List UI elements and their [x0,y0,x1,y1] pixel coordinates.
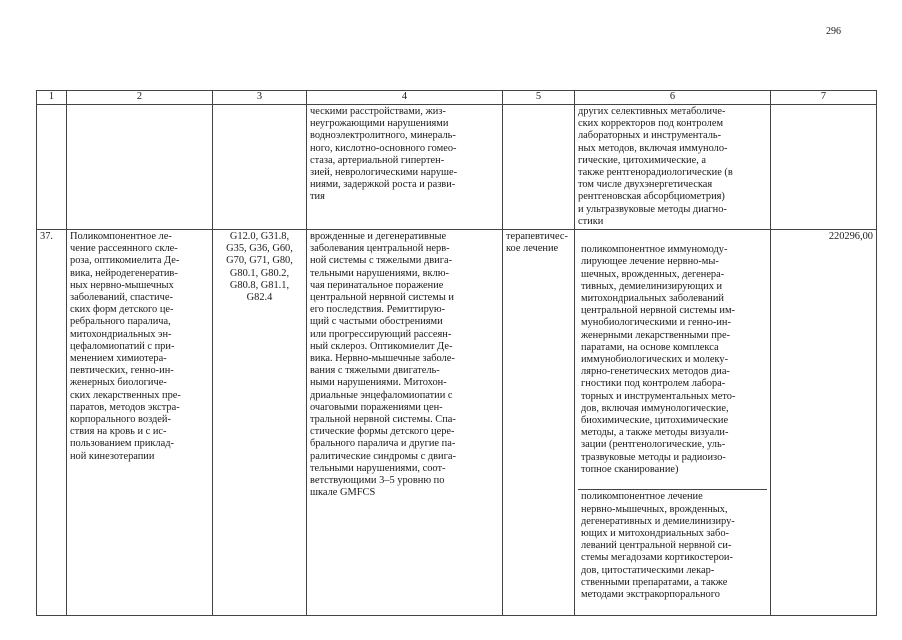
column-number: 4 [307,91,503,105]
column-number: 7 [771,91,877,105]
cell-empty [771,105,877,230]
cell-empty [67,105,213,230]
column-number: 2 [67,91,213,105]
cost-value: 220296,00 [771,230,877,616]
column-numbers-row [37,91,877,105]
procedures-table [36,90,877,616]
cell-method-continued: других селективных метаболиче- ских корректоров под контролем лабораторных и инструменталь- ных методов, включая иммуноло- гические, цитохимические, а также рентгенорадиологические (в том числе двухэнергетическая рентгеновская абсорбциометрия) и ультразвуковые методы диагно- стики [575,105,771,230]
cell-empty [213,105,307,230]
method-immunomodulating: поликомпонентное иммуномоду- лирующее лечение нервно-мы- шечных, врожденных, дегенера- тивных, демиелинизирующих и митохондриальных заболеваний центральной нервной системы им- мунобиологическими и генно-ин- женерными лекарственными пре- паратами, на основе комплекса иммунобиологических и молеку- лярно-генетических методов диа- гностики под контролем лабора- торных и инструментальных мето- дов, включая иммунологические, биохимические, цитохимические методы, а также методы визуали- зации (рентгенологические, уль- тразвуковые методы и радиоизо- топное сканирование) [581,244,736,475]
column-number: 1 [37,91,67,105]
row-number: 37. [37,230,67,616]
treatment-methods [575,230,771,616]
page-number: 296 [826,26,841,37]
column-number: 6 [575,91,771,105]
table-row [37,230,877,616]
patient-model: врожденные и дегенеративные заболевания центральной нерв- ной системы с тяжелыми двига- тельными нарушениями, вклю- чая перинатальное поражение центральной нервной системы и его последствия. Ремиттирую- щий с частыми обострениями или прогрессирующий рассеян- ный склероз. Оптикомиелит Де- вика. Нервно-мышечные заболе- вания с тяжелыми двигатель- ными нарушениями. Митохон- дриальные энцефаломиопатии с очаговыми поражениями цен- тральной нервной системы. Спа- стические формы детского цере- брального паралича и другие па- ралитические синдромы с двига- тельными нарушениями, соот- ветствующими 3–5 уровню по шкале GMFCS [307,230,503,616]
care-profile-name: Поликомпонентное ле- чение рассеянного скле- роза, оптикомиелита Де- вика, нейродегенератив- ных нервно-мышечных заболеваний, спастиче- ских форм детского це- ребрального паралича, митохондриальных эн- цефаломиопатий с при- менением химиотера- певтических, генно-ин- женерных биологиче- ских лекарственных пре- паратов, методов экстра- корпорального воздей- ствия на кровь и с ис- пользованием приклад- ной кинезотерапии [67,230,213,616]
treatment-type: терапевтичес- кое лечение [503,230,575,616]
cell-empty [503,105,575,230]
column-number: 5 [503,91,575,105]
method-megadose: поликомпонентное лечение нервно-мышечных, врожденных, дегенеративных и демиелинизиру- ющих и митохондриальных забо- леваний центральной нервной си- стемы мегадозами кортикостерои- дов, цитостатическими лекар- ственными препаратами, а также методами экстракорпорального [578,489,767,602]
cell-model-continued: ческими расстройствами, жиз- неугрожающими нарушениями водноэлектролитного, минераль- ного, кислотно-основного гомео- стаза, артериальной гипертен- зией, неврологическими наруше- ниями, задержкой роста и разви- тия [307,105,503,230]
icd-codes: G12.0, G31.8, G35, G36, G60, G70, G71, G80, G80.1, G80.2, G80.8, G81.1, G82.4 [213,230,307,616]
column-number: 3 [213,91,307,105]
cell-empty [37,105,67,230]
table-row [37,105,877,230]
